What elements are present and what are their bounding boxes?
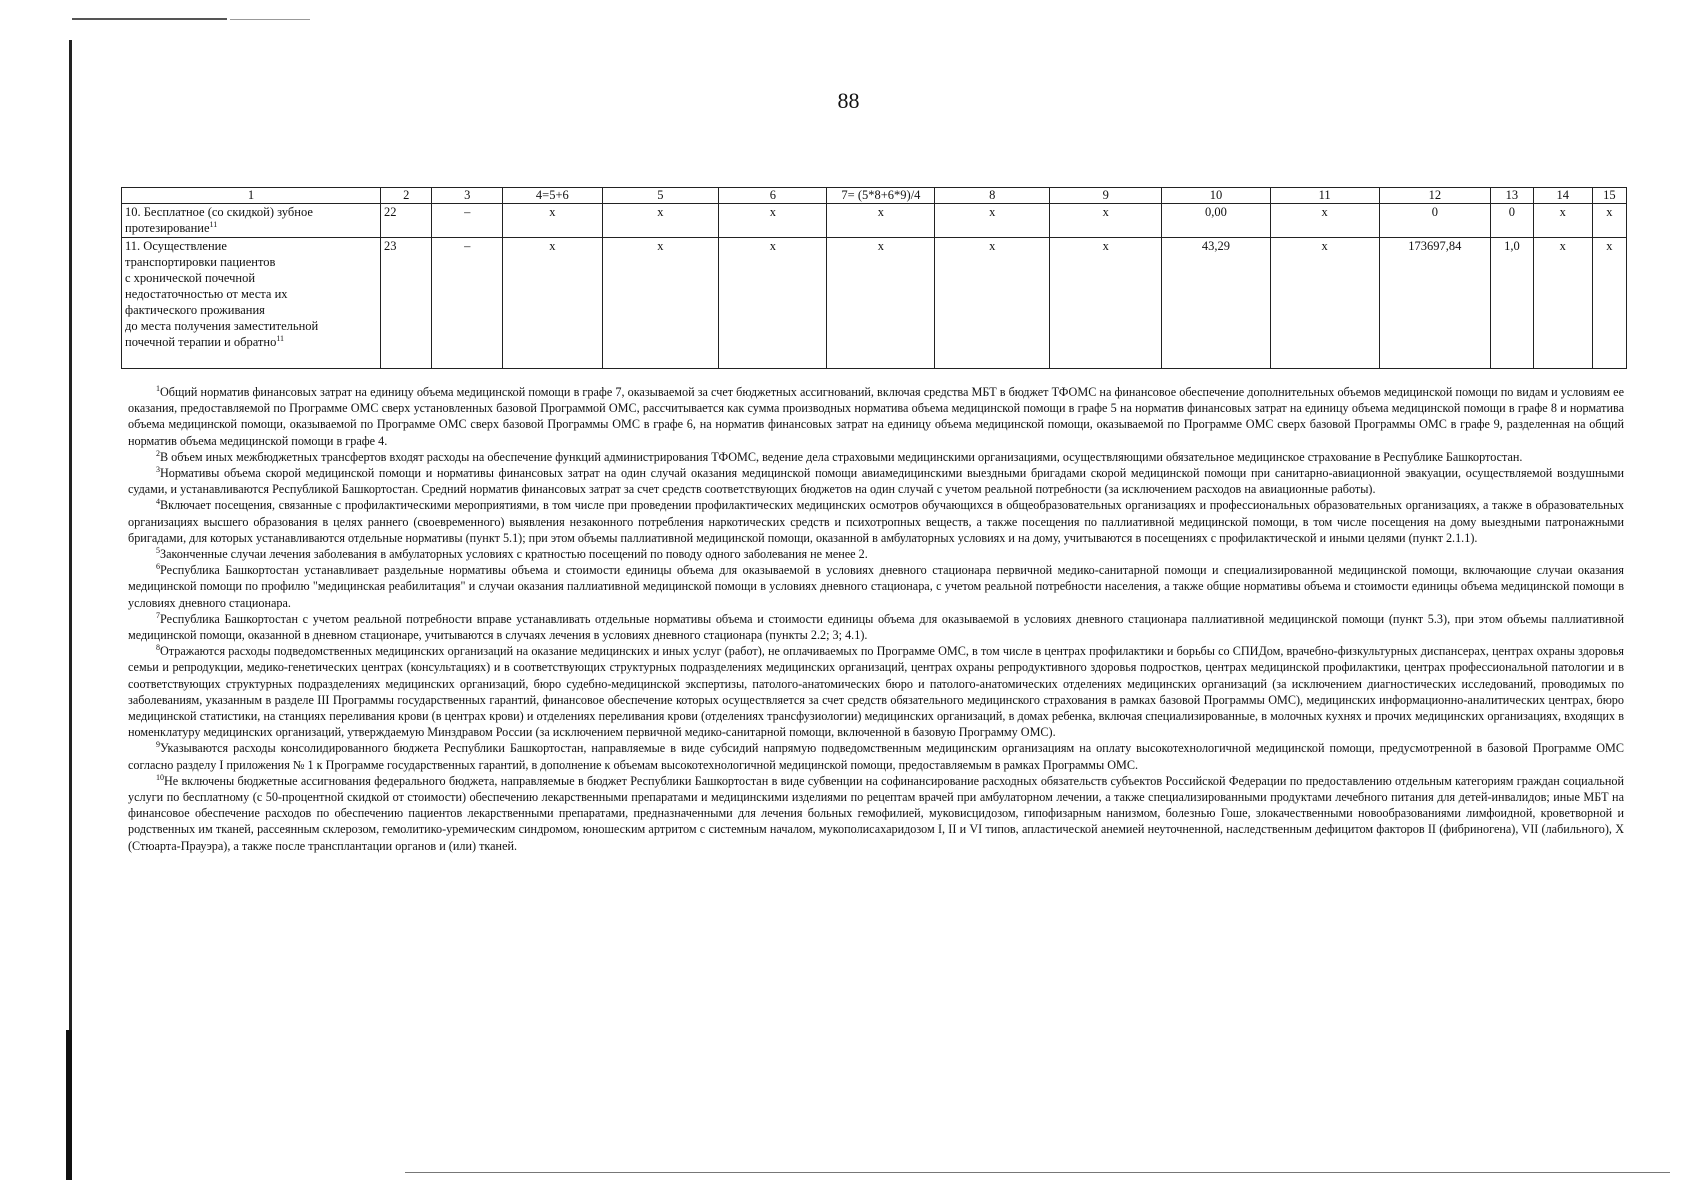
- scan-left-edge: [66, 1030, 72, 1180]
- footnote-ref: 11: [209, 219, 218, 229]
- table-row: [122, 204, 1627, 238]
- scan-left-edge: [69, 40, 72, 1180]
- footnote: $^2$В объем иных межбюджетных трансфертов входят расходы на обеспечение функций администрирования ТФОМС, ведение дела страховыми медицинскими организациями, осуществляющими обязательное медицинское страхование в Республике Башкортостан.: [156, 448, 1523, 464]
- table-cell: 43,29: [1162, 238, 1270, 369]
- column-header: 10: [1162, 188, 1270, 204]
- column-header: 7= (5*8+6*9)/4: [827, 188, 935, 204]
- table-cell: 23: [381, 238, 432, 369]
- table-cell: х: [827, 238, 935, 369]
- column-header: 8: [935, 188, 1050, 204]
- table-cell: х: [602, 204, 719, 238]
- column-header: 3: [432, 188, 503, 204]
- table-cell: х: [1592, 238, 1626, 369]
- scan-bottom-line: [405, 1172, 1670, 1173]
- table-cell: х: [1270, 238, 1379, 369]
- column-header: 11: [1270, 188, 1379, 204]
- table-cell: 0: [1491, 204, 1534, 238]
- column-header: 2: [381, 188, 432, 204]
- column-header: 12: [1379, 188, 1490, 204]
- footnote: $^5$Законченные случаи лечения заболевания в амбулаторных условиях с кратностью посещений по поводу одного заболевания не менее 2.: [156, 545, 868, 562]
- table-cell: –: [432, 238, 503, 369]
- footnote: $^7$Республика Башкортостан с учетом реальной потребности вправе устанавливать отдельные нормативы объема и стоимости единицы объема для оказываемой в условиях дневного стационара паллиативной медицинской помощи (пункт 5.3), при этом объемы паллиативной медицинской помощи, оказанной в дневном стационаре, учитываются в случаях лечения в условиях дневного стационара (пункты 2.2; 3; 4.1).: [128, 610, 1624, 643]
- table-cell: х: [1050, 238, 1162, 369]
- table-cell: х: [503, 238, 603, 369]
- table-cell: х: [602, 238, 719, 369]
- table-cell: х: [1533, 238, 1592, 369]
- column-header: 13: [1491, 188, 1534, 204]
- column-header: 14: [1533, 188, 1592, 204]
- table-cell: –: [432, 204, 503, 238]
- column-header: 5: [602, 188, 719, 204]
- table-cell: х: [1050, 204, 1162, 238]
- table-cell: х: [503, 204, 603, 238]
- table-cell: 173697,84: [1379, 238, 1490, 369]
- table-cell: х: [1592, 204, 1626, 238]
- table-cell: х: [827, 204, 935, 238]
- table-cell: 0: [1379, 204, 1490, 238]
- column-header: 1: [122, 188, 381, 204]
- column-header: 9: [1050, 188, 1162, 204]
- table-header-row: [122, 188, 1627, 204]
- table-cell: х: [719, 238, 827, 369]
- table-cell: х: [1533, 204, 1592, 238]
- table-cell: х: [1270, 204, 1379, 238]
- row-label: 11. Осуществление транспортировки пациентов с хронической почечной недостаточностью от места их фактического проживания до места получения заместительной почечной терапии и обратно$^{11}$: [122, 238, 381, 369]
- footnote: $^4$Включает посещения, связанные с профилактическими мероприятиями, в том числе при проведении профилактических медицинских осмотров обучающихся в общеобразовательных организациях и профессиональных образовательных организациях, а также в образовательных организациях высшего образования в целях раннего (своевременного) выявления незаконного потребления наркотических средств и психотропных веществ, а также посещения по паллиативной медицинской помощи, в том числе посещения на дому выездными патронажными бригадами, для которых устанавливаются отдельные нормативы (пункт 5.1); при этом объемы паллиативной медицинской помощи, оказанной в амбулаторных условиях и на дому, учитываются в посещениях с профилактической и иными целями (пункт 2.1.1).: [128, 497, 1624, 545]
- footnote: $^6$Республика Башкортостан устанавливает раздельные нормативы объема и стоимости единицы объема для оказываемой в условиях дневного стационара первичной медико-санитарной помощи и специализированной медицинской помощи, включающие случаи оказания медицинской помощи по профилю "медицинская реабилитация" и случаи оказания паллиативной медицинской помощи в условиях дневного стационара, с учетом реальной потребности населения, а также общие нормативы объема и стоимости единицы объема медицинской помощи в условиях дневного стационара.: [128, 562, 1624, 610]
- footnote: $^8$Отражаются расходы подведомственных медицинских организаций на оказание медицинских и иных услуг (работ), не оплачиваемых по Программе ОМС, в том числе в центрах профилактики и борьбы со СПИДом, врачебно-физкультурных диспансерах, центрах охраны здоровья семьи и репродукции, медико-генетических центрах (консультациях) и в соответствующих структурных подразделениях медицинских организаций, центрах охраны репродуктивного здоровья подростков, центрах медицинской профилактики, центрах профессиональной патологии и в соответствующих структурных подразделениях медицинских организаций, бюро судебно-медицинской экспертизы, патолого-анатомических бюро и патолого-анатомических отделениях медицинских организаций (за исключением диагностических исследований, проводимых по заболеваниям, указанным в разделе III Программы государственных гарантий, финансовое обеспечение которых осуществляется за счет средств обязательного медицинского страхования в рамках базовой Программы ОМС), медицинских информационно-аналитических центрах, бюро медицинской статистики, на станциях переливания крови (в центрах крови) и отделениях переливания крови (отделениях трансфузиологии) медицинских организаций, в домах ребенка, включая специализированные, в молочных кухнях и прочих медицинских организациях, входящих в номенклатуру медицинских организаций, утверждаемую Минздравом России (за исключением первичной медико-санитарной помощи, включенной в базовую Программу ОМС).: [128, 643, 1624, 740]
- table-cell: х: [719, 204, 827, 238]
- column-header: 6: [719, 188, 827, 204]
- footnote: $^9$Указываются расходы консолидированного бюджета Республики Башкортостан, направляемые в виде субсидий напрямую подведомственным медицинским организациям на оплату высокотехнологичной медицинской помощи, предусмотренной в базовой Программе ОМС согласно разделу I приложения № 1 к Программе государственных гарантий, в дополнение к объемам высокотехнологичной медицинской помощи, предоставляемым в рамках Программы ОМС.: [128, 740, 1624, 772]
- footnote: $^1$Общий норматив финансовых затрат на единицу объема медицинской помощи в графе 7, оказываемой за счет бюджетных ассигнований, включая средства МБТ в бюджет ТФОМС на финансовое обеспечение дополнительных объемов медицинской помощи по видам и условиям ее оказания, предоставляемой по Программе ОМС сверх установленных базовой Программой ОМС, рассчитывается как сумма производных норматива объема медицинской помощи в графе 5 на норматив финансовых затрат на единицу объема медицинской помощи в графе 8 и норматива объема медицинской помощи, оказываемой по Программе ОМС сверх базовой Программы ОМС в графе 6, на норматив финансовых затрат на единицу объема медицинской помощи, оказываемой по Программе ОМС сверх базовой Программы ОМС в графе 9, разделенная на общий норматив объема медицинской помощи в графе 4.: [128, 383, 1624, 448]
- table-cell: 1,0: [1491, 238, 1534, 369]
- column-header: 15: [1592, 188, 1626, 204]
- column-header: 4=5+6: [503, 188, 603, 204]
- footnote-ref: 11: [276, 333, 285, 343]
- scan-artifact-line: [72, 18, 227, 20]
- page-number: 88: [837, 88, 860, 113]
- footnote: $^3$Нормативы объема скорой медицинской помощи и нормативы финансовых затрат на один случай оказания медицинской помощи авиамедицинскими выездными бригадами скорой медицинской помощи при санитарно-авиационной эвакуации, осуществляемой воздушными судами, и устанавливаются Республикой Башкортостан. Средний норматив финансовых затрат за счет средств соответствующих бюджетов на один случай с учетом реальной потребности (за исключением расходов на авиационные работы).: [128, 464, 1624, 497]
- table-cell: х: [935, 204, 1050, 238]
- data-table: [121, 187, 1627, 369]
- table-cell: х: [935, 238, 1050, 369]
- row-label: 10. Бесплатное (со скидкой) зубное протезирование$^{11}$: [122, 204, 381, 238]
- table-row: [122, 238, 1627, 369]
- footnote: $^{10}$Не включены бюджетные ассигнования федерального бюджета, направляемые в бюджет Республики Башкортостан в виде субвенции на софинансирование расходных обязательств субъектов Российской Федерации по предоставлению отдельным категориям граждан социальной услуги по бесплатному (с 50-процентной скидкой от стоимости) обеспечению лекарственными препаратами и медицинскими изделиями по рецептам врачей при амбулаторном лечении, а также специализированными продуктами лечебного питания для детей-инвалидов; иные МБТ на финансовое обеспечение расходов по обеспечению пациентов лекарственными препаратами, предназначенными для лечения больных гемофилией, муковисцидозом, гипофизарным нанизмом, болезнью Гоше, злокачественными новообразованиями лимфоидной, кроветворной и родственных им тканей, рассеянным склерозом, гемолитико-уремическим синдромом, юношеским артритом с системным началом, мукополисахаридозом I, II и VI типов, апластической анемией неуточненной, наследственным дефицитом факторов II (фибриногена), VII (лабильного), X (Стюарта-Прауэра), а также после трансплантации органов и (или) тканей.: [128, 772, 1624, 853]
- table-cell: 22: [381, 204, 432, 238]
- table-cell: 0,00: [1162, 204, 1270, 238]
- footnotes-section: [128, 384, 1624, 854]
- scan-artifact-line: [230, 19, 310, 20]
